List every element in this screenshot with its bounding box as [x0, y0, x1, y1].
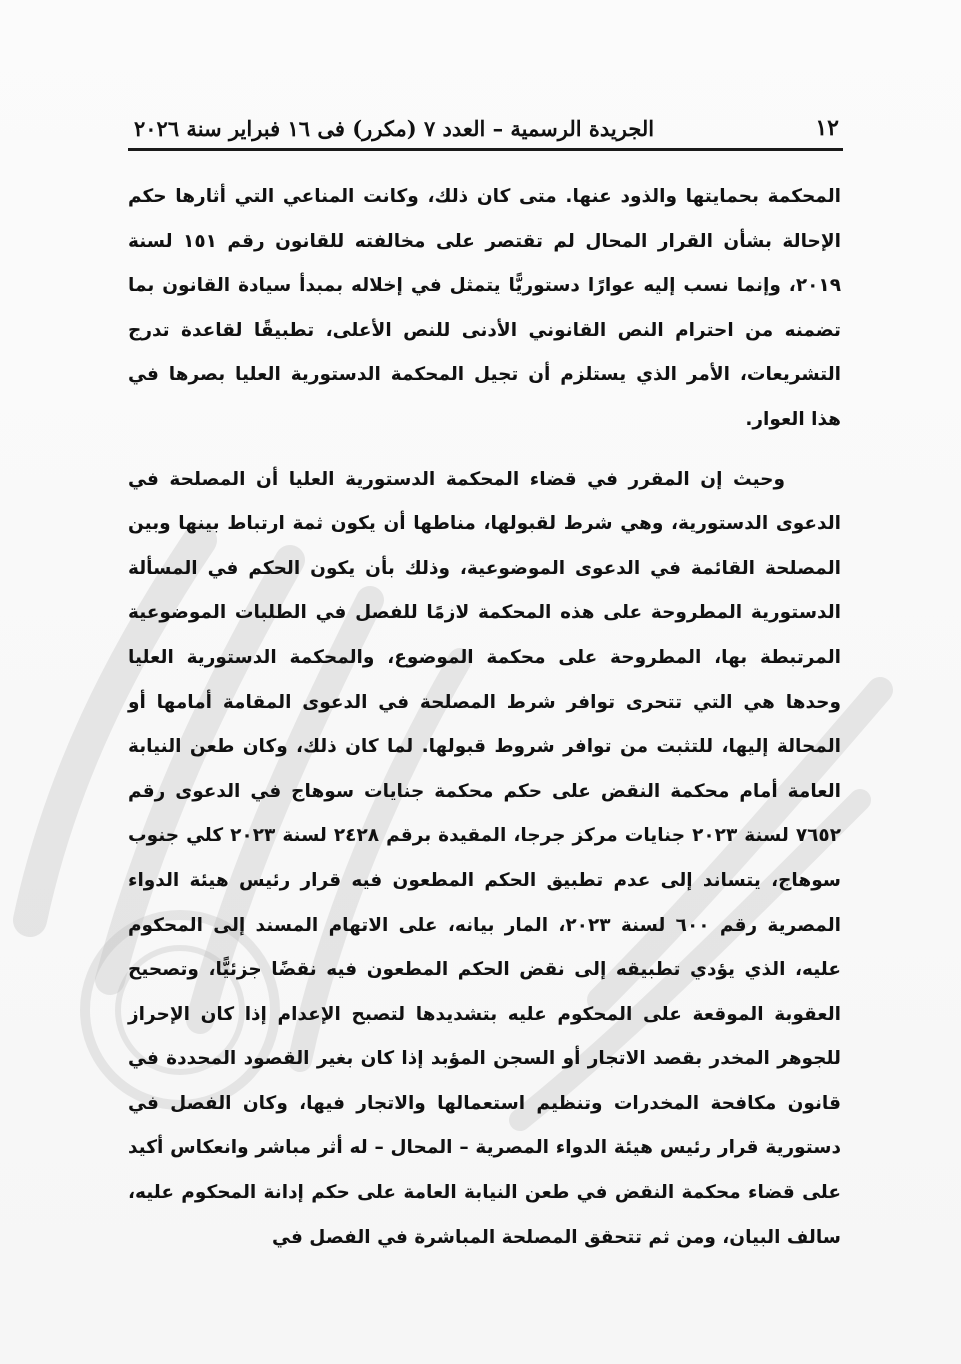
page-number: ١٢: [815, 115, 839, 141]
document-body: [128, 175, 841, 1260]
gazette-header-title: الجريدة الرسمية – العدد ٧ (مكرر) فى ١٦ فبراير سنة ٢٠٢٦: [134, 115, 655, 141]
paragraph-2: وحيث إن المقرر في قضاء المحكمة الدستورية العليا أن المصلحة في الدعوى الدستورية، وهي شرط لقبولها، مناطها أن يكون ثمة ارتباط بينها وبين المصلحة القائمة في الدعوى الموضوعية، وذلك بأن يكون الحكم في المسألة الدستورية المطروحة على هذه المحكمة لازمًا للفصل في الطلبات الموضوعية المرتبطة بها، المطروحة على محكمة الموضوع، والمحكمة الدستورية العليا وحدها هي التي تتحرى توافر شرط المصلحة في الدعوى المقامة أمامها أو المحالة إليها، للتثبت من توافر شروط قبولها. لما كان ذلك، وكان طعن النيابة العامة أمام محكمة النقض على حكم محكمة جنايات سوهاج في الدعوى رقم ٧٦٥٢ لسنة ٢٠٢٣ جنايات مركز جرجا، المقيدة برقم ٢٤٢٨ لسنة ٢٠٢٣ كلي جنوب سوهاج، يتساند إلى عدم تطبيق الحكم المطعون فيه قرار رئيس هيئة الدواء المصرية رقم ٦٠٠ لسنة ٢٠٢٣، المار بيانه، على الاتهام المسند إلى المحكوم عليه، الذي يؤدي تطبيقه إلى نقض الحكم المطعون فيه نقضًا جزئيًّا، وتصحيح العقوبة الموقعة على المحكوم عليه بتشديدها لتصبح الإعدام إذا كان الإحراز للجوهر المخدر بقصد الاتجار أو السجن المؤبد إذا كان بغير القصود المحددة في قانون مكافحة المخدرات وتنظيم استعمالها والاتجار فيها، وكان الفصل في دستورية قرار رئيس هيئة الدواء المصرية – المحال – له أثر مباشر وانعكاس أكيد على قضاء محكمة النقض في طعن النيابة العامة على حكم إدانة المحكوم عليه، سالف البيان، ومن ثم تتحقق المصلحة المباشرة في الفصل في: [128, 468, 841, 1248]
paragraph-1: المحكمة بحمايتها والذود عنها. متى كان ذلك، وكانت المناعي التي أثارها حكم الإحالة بشأن القرار المحال لم تقتصر على مخالفته للقانون رقم ١٥١ لسنة ٢٠١٩، وإنما نسب إليه عوارًا دستوريًّا يتمثل في إخلاله بمبدأ سيادة القانون بما تضمنه من احترام النص القانوني الأدنى للنص الأعلى، تطبيقًا لقاعدة تدرج التشريعات، الأمر الذي يستلزم أن تجيل المحكمة الدستورية العليا بصرها في هذا العوار.: [128, 186, 841, 430]
page-header: [128, 108, 843, 151]
